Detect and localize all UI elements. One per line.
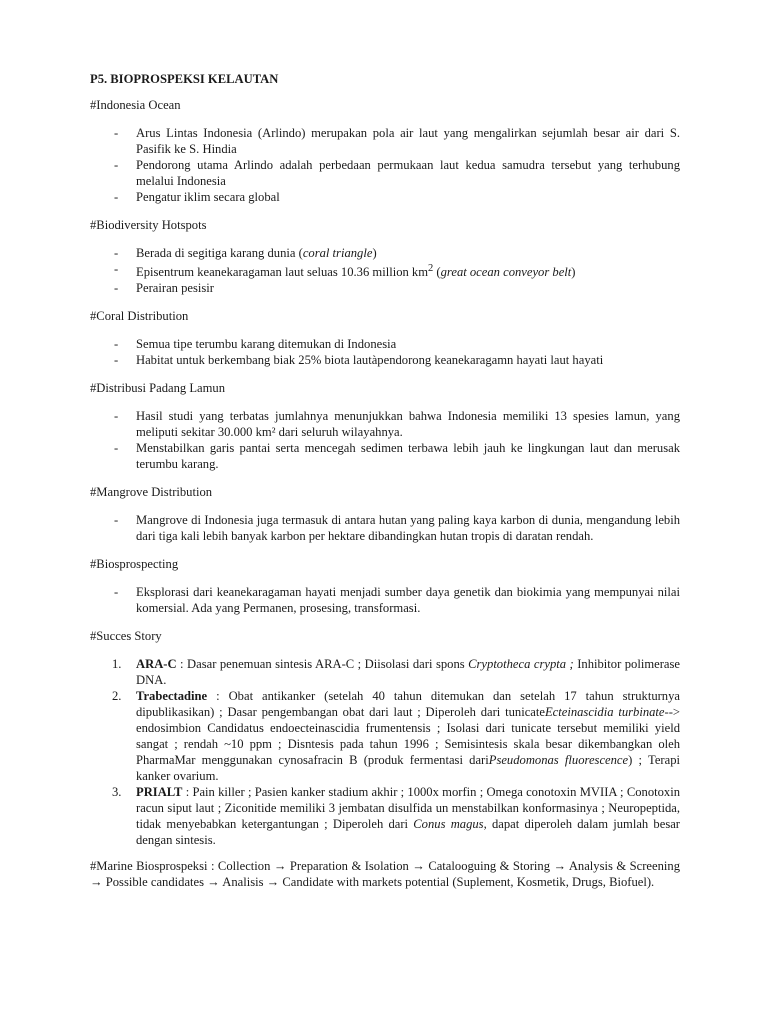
section-heading: #Indonesia Ocean <box>90 98 181 112</box>
section-heading: #Distribusi Padang Lamun <box>90 381 226 396</box>
success-story-heading: #Succes Story <box>90 629 162 644</box>
marine-biosprospeksi-paragraph: #Marine Biosprospeksi : Collection → Preparation & Isolation → Catalooguing & Storing → Analysis & Screening → Possible candidates → Analisis → Candidate with markets potential (Suplement, Kosmetik, Drugs, Biofuel). <box>90 859 680 890</box>
bullet-list <box>90 512 680 544</box>
document-title: P5. BIOPROSPEKSI KELAUTAN <box>90 72 279 86</box>
list-number: 2. <box>112 689 122 704</box>
bullet-item: - Menstabilkan garis pantai serta mencegah sedimen terbawa lebih jauh ke lingkungan laut dan merusak terumbu karang. <box>90 440 680 472</box>
section-heading: #Biodiversity Hotspots <box>90 218 207 232</box>
success-story-item <box>90 688 680 784</box>
bullet-list <box>90 336 680 368</box>
sections-container <box>90 97 680 616</box>
bullet-item: - Habitat untuk berkembang biak 25% biota lautàpendorong keanekaragamn hayati laut hayati <box>90 352 680 368</box>
success-story-item <box>90 784 680 848</box>
bullet-list <box>90 125 680 205</box>
bullet-item: - Berada di segitiga karang dunia (coral triangle) <box>90 245 680 261</box>
section-heading: #Mangrove Distribution <box>90 485 213 500</box>
success-story-text: ARA-C : Dasar penemuan sintesis ARA-C ; Diisolasi dari spons Cryptotheca crypta ; Inhibitor polimerase DNA. <box>136 657 681 688</box>
bullet-list <box>90 584 680 616</box>
bullet-item: - Episentrum keanekaragaman laut seluas 10.36 million $km^2$ (great ocean conveyor belt) <box>90 261 680 280</box>
success-story-text: PRIALT : Pain killer ; Pasien kanker stadium akhir ; 1000x morfin ; Omega conotoxin MVIIA ; Conotoxin racun siput laut ; Ziconitide memiliki 3 jembatan disulfida un menstabilkan konformasinya ; Neuropeptida, tidak menyebabkan ketergantungan ; Diperoleh dari Conus magus, dapat diperoleh dalam jumlah besar dengan sintesis. <box>136 785 680 848</box>
bullet-item: - Mangrove di Indonesia juga termasuk di antara hutan yang paling kaya karbon di dunia, mengandung lebih dari tiga kali lebih banyak karbon per hektare dibandingkan hutan tropis di daratan rendah. <box>90 512 680 544</box>
success-story-item <box>90 656 680 688</box>
bullet-item: - Arus Lintas Indonesia (Arlindo) merupakan pola air laut yang mengalirkan sejumlah besar air dari S. Pasifik ke S. Hindia <box>90 125 680 157</box>
success-story-text: Trabectadine : Obat antikanker (setelah 40 tahun ditemukan dan setelah 17 tahun strukturnya dipublikasikan) ; Dasar pengembangan obat dari laut ; Diperoleh dari tunicateEcteinascidia turbinate--> endosimbion Candidatus endoecteinascidia frumentensis ; Isolasi dari tunicate tersebut memiliki yield sangat ; rendah ~10 ppm ; Disntesis pada tahun 1996 ; Semisintesis skala besar dikembangkan oleh PharmaMar menggunakan cynosafracin B (produk fermentasi dariPseudomonas fluorescence) ; Terapi kanker ovarium. <box>136 689 680 784</box>
list-number: 1. <box>112 657 122 672</box>
bullet-item: - Pendorong utama Arlindo adalah perbedaan permukaan laut kedua samudra tersebut yang terhubung melalui Indonesia <box>90 157 680 189</box>
bullet-list <box>90 408 680 472</box>
section-heading: #Biosprospecting <box>90 557 179 572</box>
bullet-item: - Eksplorasi dari keanekaragaman hayati menjadi sumber daya genetik dan biokimia yang mempunyai nilai komersial. Ada yang Permanen, prosesing, transformasi. <box>90 584 680 616</box>
section-heading: #Coral Distribution <box>90 309 189 324</box>
bullet-item: - Pengatur iklim secara global <box>90 189 680 205</box>
bullet-item: - Perairan pesisir <box>90 280 680 296</box>
list-number: 3. <box>112 785 122 800</box>
bullet-item: - Hasil studi yang terbatas jumlahnya menunjukkan bahwa Indonesia memiliki 13 spesies lamun, yang meliputi sekitar 30.000 km² dari seluruh wilayahnya. <box>90 408 680 440</box>
success-story-list <box>90 656 680 848</box>
bullet-item: - Semua tipe terumbu karang ditemukan di Indonesia <box>90 336 680 352</box>
bullet-list <box>90 245 680 296</box>
